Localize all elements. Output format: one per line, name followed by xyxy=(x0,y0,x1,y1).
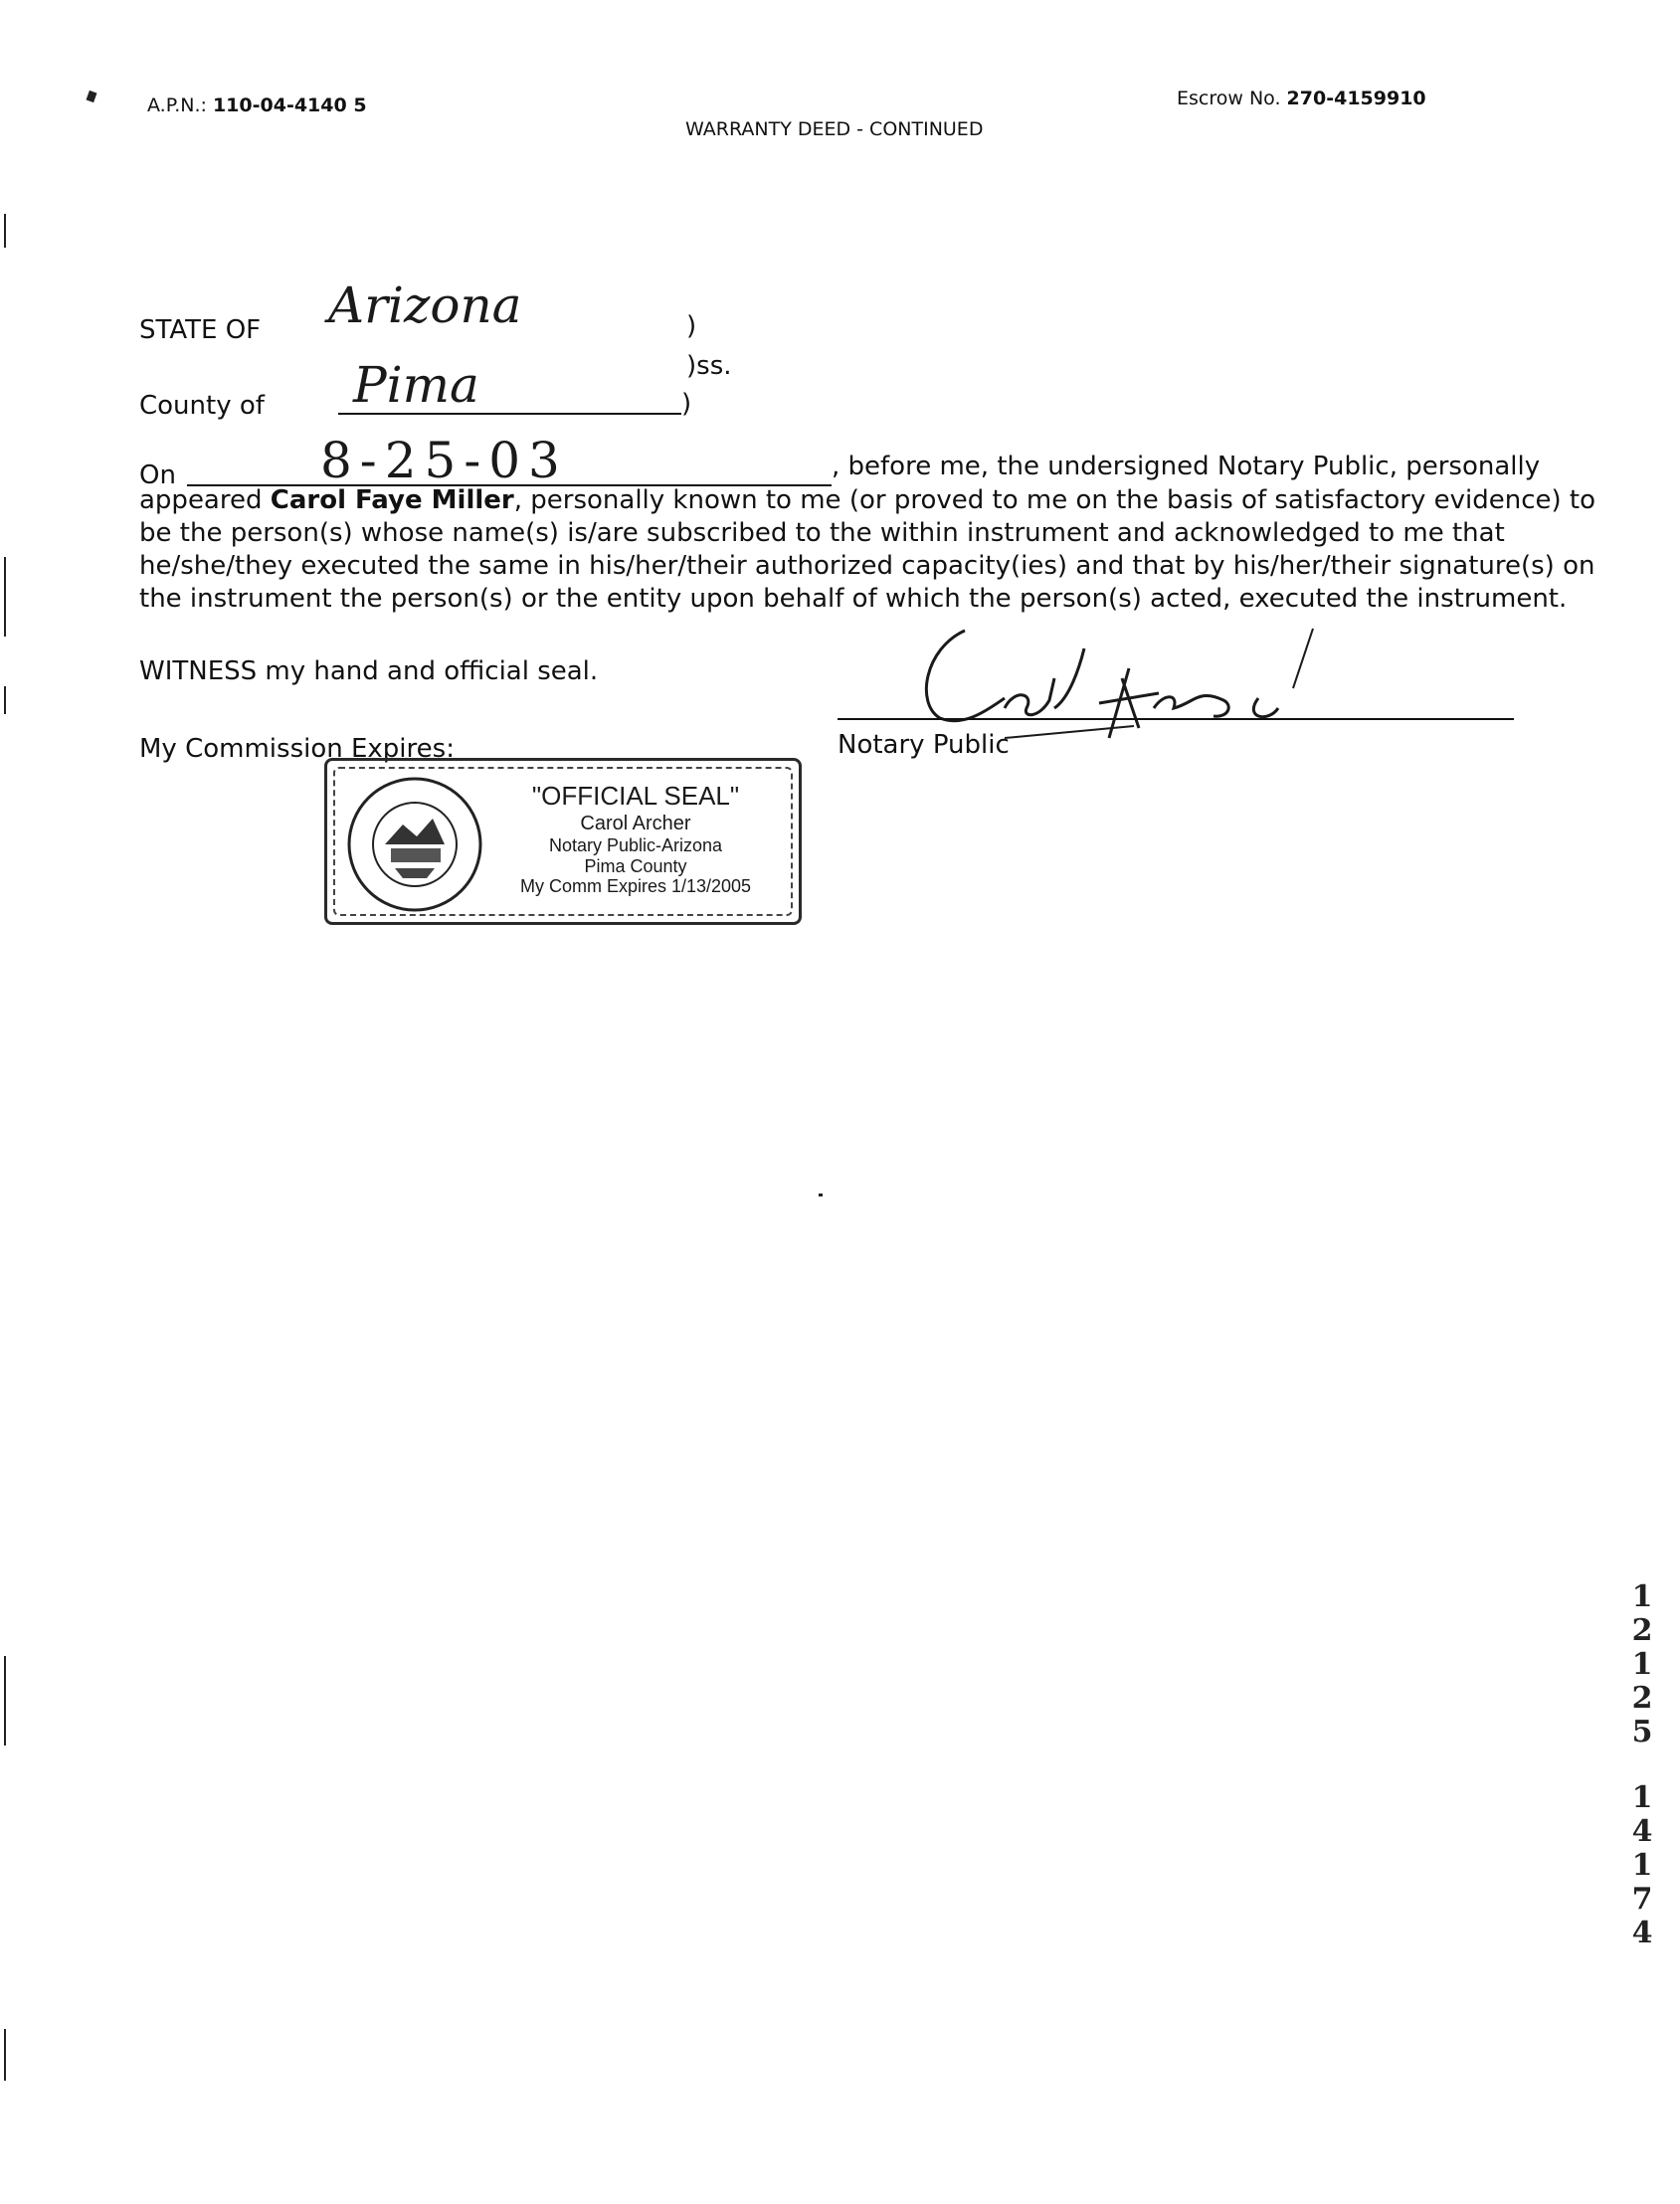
scan-mark xyxy=(87,91,97,102)
escrow-label: Escrow No. xyxy=(1177,88,1281,109)
record-digit: 1 xyxy=(1631,1579,1653,1614)
record-digit: 2 xyxy=(1631,1613,1653,1648)
record-digit: 1 xyxy=(1631,1848,1653,1883)
ack-line-3: be the person(s) whose name(s) is/are subscribed to the within instrument and acknowledged to me that xyxy=(139,518,1505,548)
ack-appeared: appeared xyxy=(139,485,263,515)
person-name: Carol Faye Miller xyxy=(270,485,514,515)
venue-ss: )ss. xyxy=(686,351,732,381)
apn-label: A.P.N.: xyxy=(147,94,207,116)
county-value: Pima xyxy=(353,356,479,414)
venue-paren-1: ) xyxy=(686,311,697,341)
seal-name: Carol Archer xyxy=(580,813,691,834)
record-digit: 2 xyxy=(1631,1681,1653,1716)
ack-line-5: the instrument the person(s) or the entity upon behalf of which the person(s) acted, executed the instrument. xyxy=(139,584,1568,614)
scan-mark xyxy=(4,686,6,714)
seal-heading: "OFFICIAL SEAL" xyxy=(531,781,740,811)
state-label: STATE OF xyxy=(139,315,262,345)
seal-county: Pima County xyxy=(584,856,687,876)
scan-mark xyxy=(819,1194,823,1196)
ack-line-2 xyxy=(139,484,1595,517)
seal-expires: My Comm Expires 1/13/2005 xyxy=(519,876,752,896)
escrow-number xyxy=(1177,88,1426,109)
record-digit: 7 xyxy=(1631,1882,1653,1917)
ack-line-2-rest: , personally known to me (or proved to me on the basis of satisfactory evidence) to xyxy=(513,485,1596,515)
state-value: Arizona xyxy=(328,276,522,334)
venue-paren-2: ) xyxy=(681,389,692,419)
state-seal-emblem xyxy=(345,775,484,914)
apn xyxy=(147,94,367,116)
record-digit: 4 xyxy=(1631,1814,1653,1849)
official-seal-stamp xyxy=(324,758,802,925)
on-label: On xyxy=(139,460,176,490)
record-digit: 4 xyxy=(1631,1916,1653,1950)
escrow-value: 270-4159910 xyxy=(1286,88,1426,109)
record-digit: 5 xyxy=(1631,1715,1653,1749)
county-label: County of xyxy=(139,391,265,421)
seal-title: Notary Public-Arizona xyxy=(548,835,723,855)
record-digit: 1 xyxy=(1631,1647,1653,1682)
record-digit: 1 xyxy=(1631,1780,1653,1815)
ack-line-4: he/she/they executed the same in his/her/their authorized capacity(ies) and that by his/her/their signature(s) on xyxy=(139,551,1595,581)
scan-mark xyxy=(4,557,6,637)
county-underline xyxy=(338,413,681,415)
date-value: 8-25-03 xyxy=(320,432,568,489)
document-title: WARRANTY DEED - CONTINUED xyxy=(685,118,984,140)
ack-line-1: , before me, the undersigned Notary Public, personally xyxy=(832,452,1541,481)
scan-mark xyxy=(4,1656,6,1745)
scan-mark xyxy=(4,214,6,248)
witness-text: WITNESS my hand and official seal. xyxy=(139,656,599,686)
commission-label: My Commission Expires: xyxy=(139,734,455,764)
notary-public-label: Notary Public xyxy=(838,730,1010,760)
signature-line xyxy=(838,718,1514,720)
scan-mark xyxy=(4,2029,6,2081)
apn-value: 110-04-4140 5 xyxy=(212,94,367,116)
